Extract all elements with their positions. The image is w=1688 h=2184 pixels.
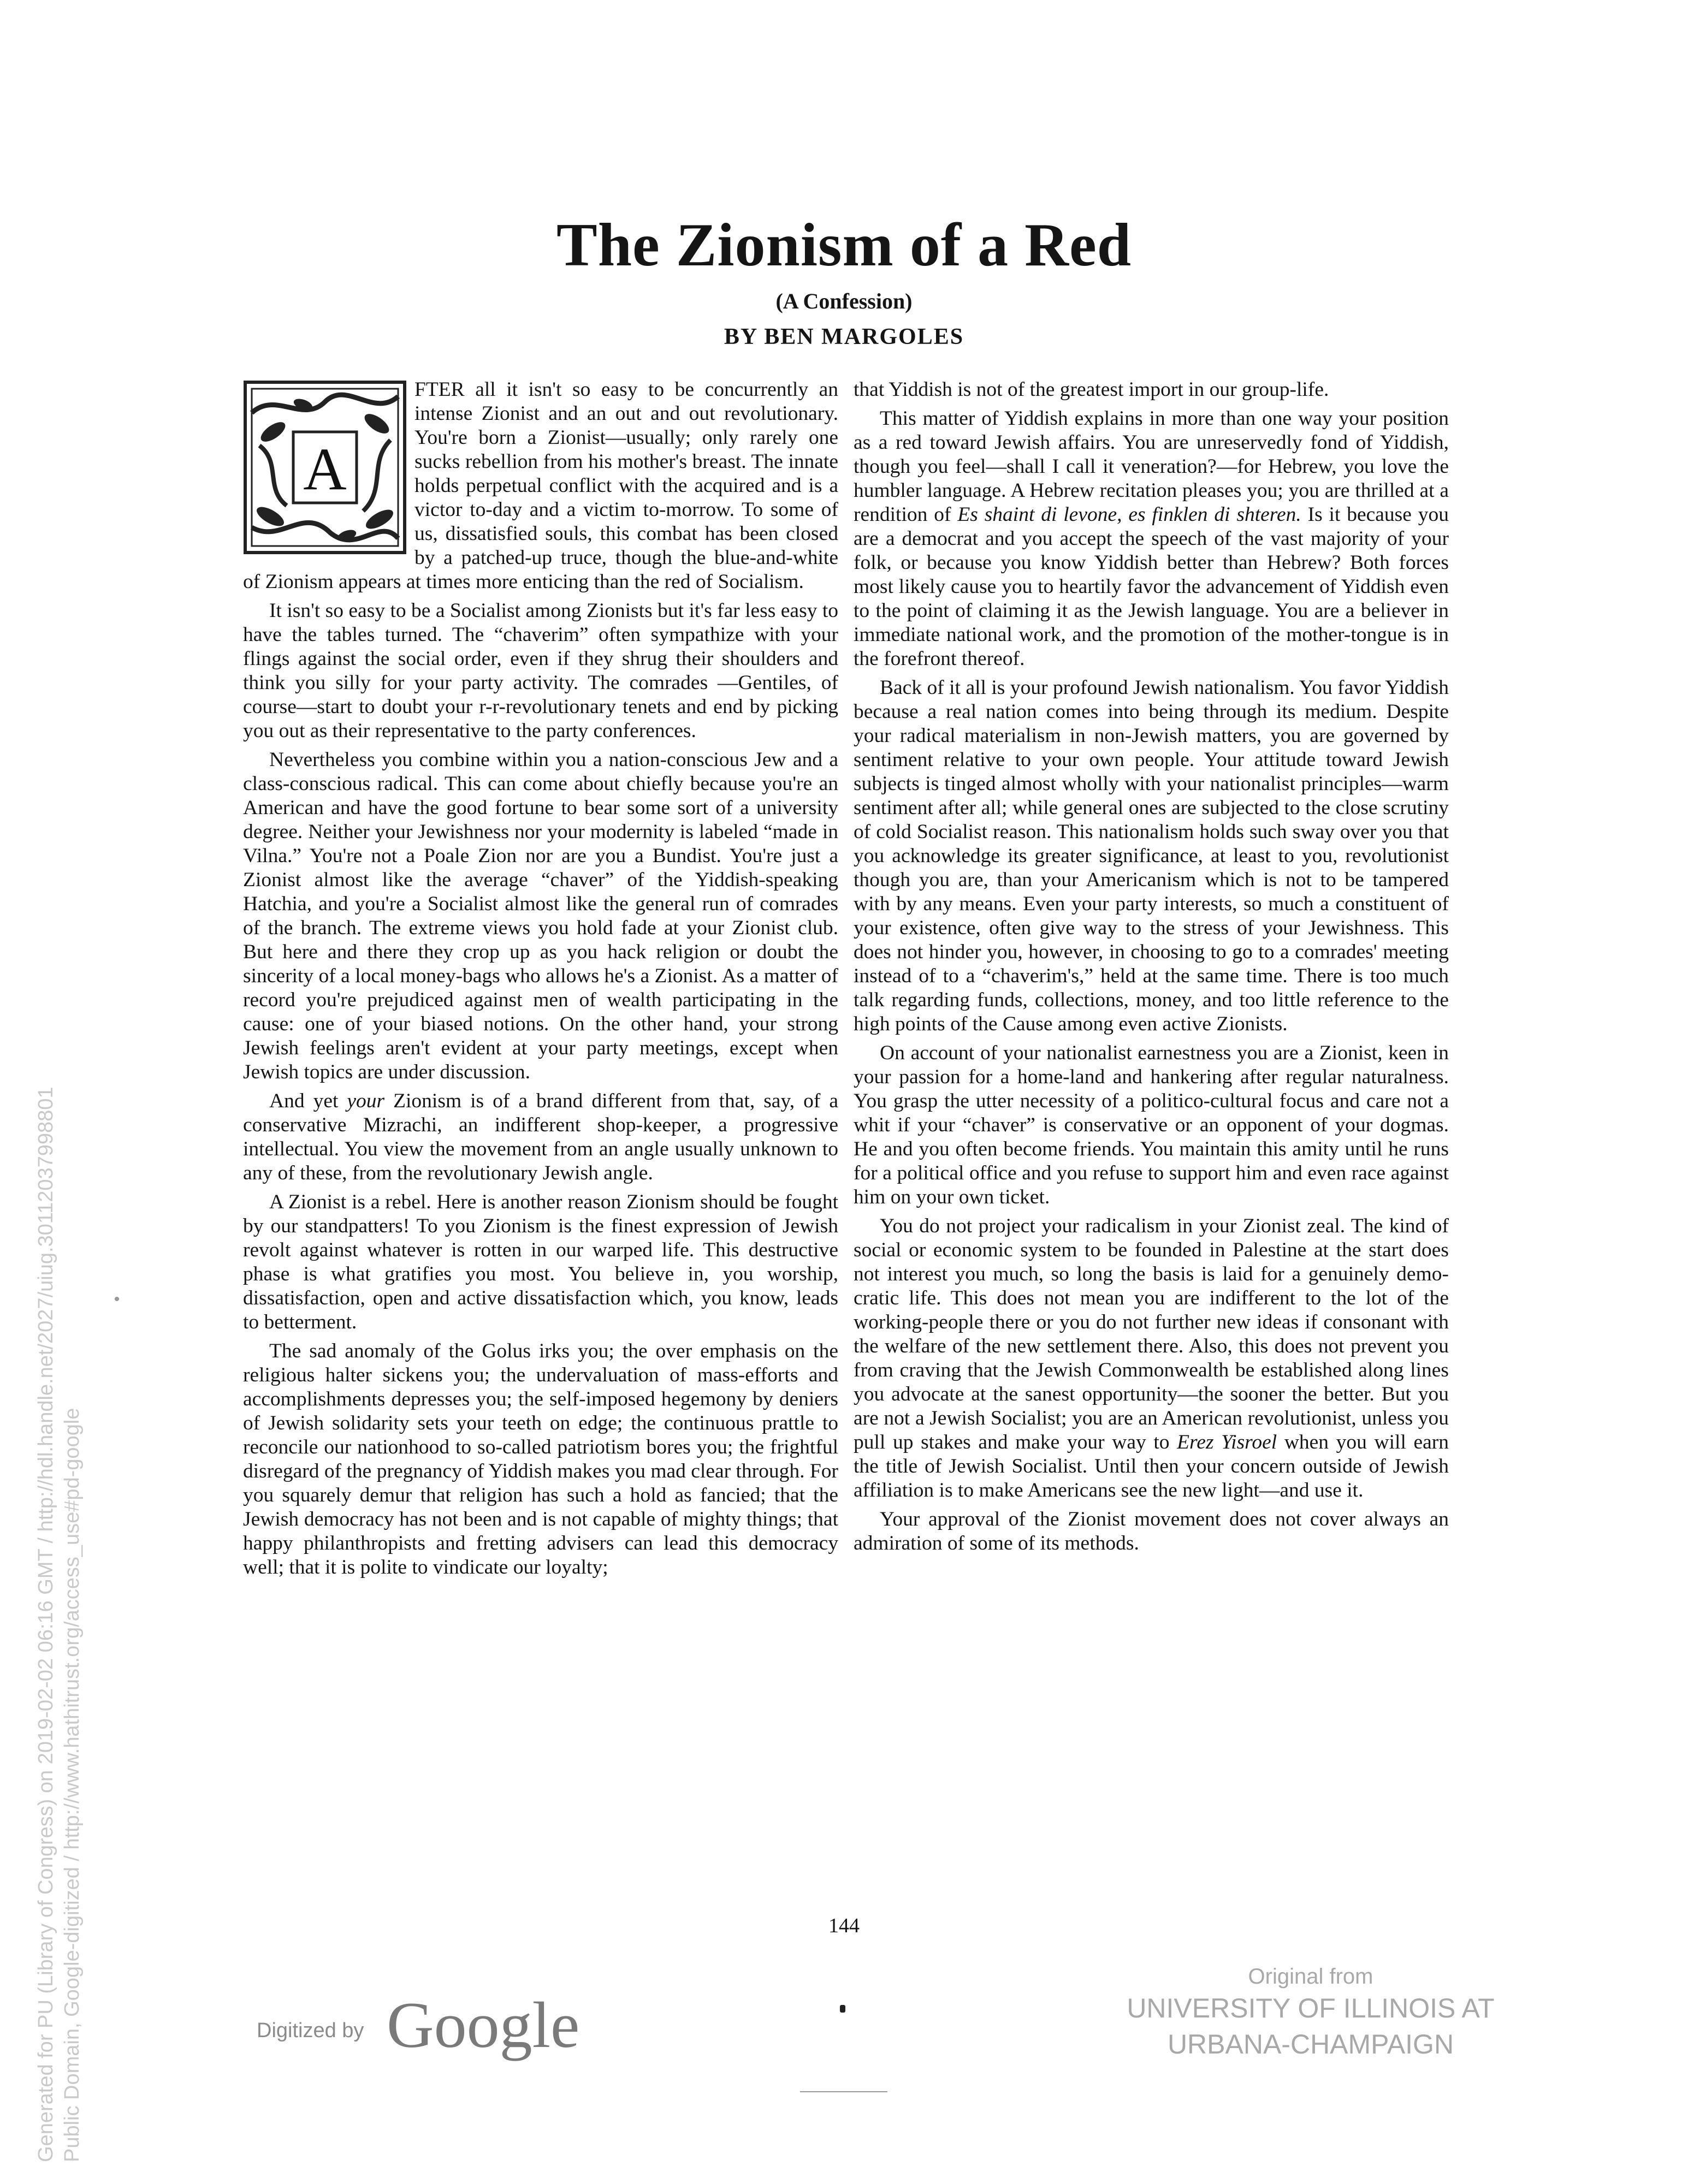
floral-ornament-icon: [243, 380, 407, 555]
italic-text: Erez Yisroel: [1177, 1431, 1277, 1453]
original-from-stamp: [1038, 1963, 1584, 2062]
text-run: This matter of Yiddish explains in more than one way your position as a red toward Jewish affairs. You are unreservedly fond of Yiddish, though you feel—shall I call it veneration?—for Hebrew, you love the humbler language. A Hebrew recitation pleases you; you are thrilled at a rendition of: [854, 407, 1449, 526]
italic-text: Es shaint di levone, es finklen di shteren.: [957, 503, 1301, 526]
article-title: The Zionism of a Red: [556, 211, 1132, 279]
watermark-line: Generated for PU (Library of Congress) on 2019-02-02 06:16 GMT / http://hdl.handle.net/2027/uiug.30112037998801: [34, 1087, 57, 2162]
paragraph: [854, 1214, 1449, 1503]
speck-mark: [115, 1297, 119, 1301]
digitized-by-label: Digitized by: [257, 2019, 364, 2042]
ink-dot: [840, 2005, 845, 2013]
paragraph: Your approval of the Zionist movement does not cover always an admiration of some of its methods.: [854, 1508, 1449, 1554]
article-subtitle: (A Confession): [775, 289, 913, 313]
paragraph: Back of it all is your profound Jewish nationalism. You favor Yiddish because a real nation comes into being through its medium. Despite your radical materialism in non-Jewish matters, you are governed by sentiment relative to your own people. Your attitude toward Jewish subjects is tinged almost wholly with your nationalist principles—warm sentiment after all; while general ones are subjected to the close scrutiny of cold Socialist reason. This nationalism holds such sway over you that you acknowledge its greater significance, at least to you, revolutionist though you are, than your Americanism which is not to be tampered with by any means. Even your party interests, so much a constituent of your existence, often give way to the stress of your Jewishness. This does not hinder you, however, in choosing to go to a comrades' meeting instead of to a “chaverim's,” held at the same time. There is too much talk regarding funds, collections, money, and too little reference to the high points of the Cause among even active Zionists.: [854, 676, 1449, 1035]
paragraph: [854, 407, 1449, 671]
watermark-line: Public Domain, Google-digitized / http://www.hathitrust.org/access_use#pd-google: [61, 1408, 84, 2162]
paragraph: The sad anomaly of the Golus irks you; the over emphasis on the religious halter sickens you; the undervaluation of mass-efforts and accomplishments depresses you; the self-imposed hegemony by deniers of Jewish solidarity sets your teeth on edge; the continuous prattle to reconcile our nationhood to so-called patriotism bores you; the frightful disregard of the pregnancy of Yiddish makes you mad clear through. For you squarely demur that religion has such a hold as fancied; that the Jewish democracy has not been and is not capable of mighty things; that happy philanthropists and fretting advisers can lead this democracy well; that it is polite to vindicate our loyalty;: [243, 1340, 838, 1578]
digitized-by-stamp: [257, 1987, 595, 2061]
institution-line: URBANA-CHAMPAIGN: [1167, 2029, 1454, 2060]
paragraph: [243, 1089, 838, 1185]
institution-line: UNIVERSITY OF ILLINOIS AT: [1127, 1993, 1495, 2023]
text-run: You do not project your radicalism in your Zionist zeal. The kind of social or economic system to be founded in Palestine at the start does not interest you much, so long the basis is laid for a genuinely democratic life. This does not mean you are indifferent to the lot of the working-people there or you do not further new ideas if consonant with the welfare of the new settlement there. Also, this does not prevent you from craving that the Jewish Commonwealth be established along lines you advocate at the sanest opportunity—the sooner the better. But you are not a Jewish Socialist; you are an American revolutionist, unless you pull up stakes and make your way to: [854, 1215, 1449, 1453]
original-from-label: Original from: [1248, 1965, 1373, 1989]
side-watermark: [33, 797, 85, 2162]
paragraph: Nevertheless you combine within you a nation-conscious Jew and a class-conscious radical. This can come about chiefly because you're an American and have the good fortune to bear some sort of a university degree. Neither your Jewishness nor your modernity is labeled “made in Vilna.” You're not a Poale Zion nor are you a Bundist. You're just a Zionist almost like the average “chaver” of the Yiddish-speaking Hatchia, and you're a Socialist almost like the general run of comrades of the branch. The extreme views you hold fade at your Zionist club. But here and there they crop up as you hack religion or doubt the sincerity of a local money-bags who allows he's a Zionist. As a matter of record you're prejudiced against men of wealth participating in the cause: one of your biased notions. On the other hand, your strong Jewish feelings aren't evident at your party meetings, except when Jewish topics are under discussion.: [243, 749, 838, 1083]
page-number: 144: [828, 1914, 860, 1937]
footer-rule: [800, 2091, 887, 2092]
text-run: And yet: [269, 1090, 347, 1112]
text-run: Is it because you are a democrat and you accept the speech of the vast majority of your folk, or because you know Yiddish better than Hebrew? Both forces most likely cause you to heartily favor the advancement of Yiddish even to the point of claiming it as the Jewish language. You are a believer in immediate national work, and the promotion of the mother-tongue is in the forefront thereof.: [854, 503, 1449, 670]
drop-cap-letter: A: [303, 436, 347, 502]
paragraph: that Yiddish is not of the greatest import in our group-life.: [854, 378, 1329, 401]
text-run: Zionism is of a brand different from that, say, of a conservative Mizrachi, an indifferent shop-keeper, a progressive intellectual. You view the movement from an angle usually unknown to any of these, from the revolutionary Jewish angle.: [243, 1090, 838, 1184]
ornamental-drop-cap: [243, 380, 407, 555]
google-logo: Google: [387, 1989, 580, 2061]
paragraph: It isn't so easy to be a Socialist among Zionists but it's far less easy to have the tables turned. The “chaverim” often sympathize with your flings against the social order, even if they shrug their shoulders and think you silly for your party activity. The comrades —Gentiles, of course—start to doubt your r-r-revolutionary tenets and end by picking you out as their representative to the party conferences.: [243, 600, 838, 742]
text-run: when you will earn the title of Jewish Socialist. Until then your concern outside of Jewish affiliation is to make Americans see the new light—and use it.: [854, 1431, 1449, 1502]
paragraph: On account of your nationalist earnestness you are a Zionist, keen in your passion for a home-land and hankering after regular naturalness. You grasp the utter necessity of a politico-cultural focus and care not a whit if your “chaver” is conservative or an opponent of your dogmas. He and you often become friends. You maintain this amity until he runs for a political office and you refuse to support him and even race against him on your own ticket.: [854, 1042, 1449, 1208]
article-byline: BY BEN MARGOLES: [724, 324, 964, 349]
italic-text: your: [347, 1090, 385, 1112]
right-column: [854, 378, 1449, 1560]
paragraph: A Zionist is a rebel. Here is another reason Zionism should be fought by our standpatters! To you Zionism is the finest expression of Jewish revolt against whatever is rotten in our warped life. This destructive phase is what gratifies you most. You believe in, you worship, dissatisfaction, open and active dissatisfaction which, you know, leads to betterment.: [243, 1191, 838, 1333]
left-column: [243, 378, 838, 1584]
paragraph: FTER all it isn't so easy to be concurrently an intense Zionist and an out and out revolutionary. You're born a Zionist—usually; only rarely one sucks rebellion from his mother's breast. The innate holds perpetual conflict with the acquired and is a victor to-day and a victim to-morrow. To some of us, dissatisfied souls, this combat has been closed by a patched-up truce, though the blue-and-white of Zionism appears at times more enticing than the red of Socialism.: [243, 378, 838, 593]
